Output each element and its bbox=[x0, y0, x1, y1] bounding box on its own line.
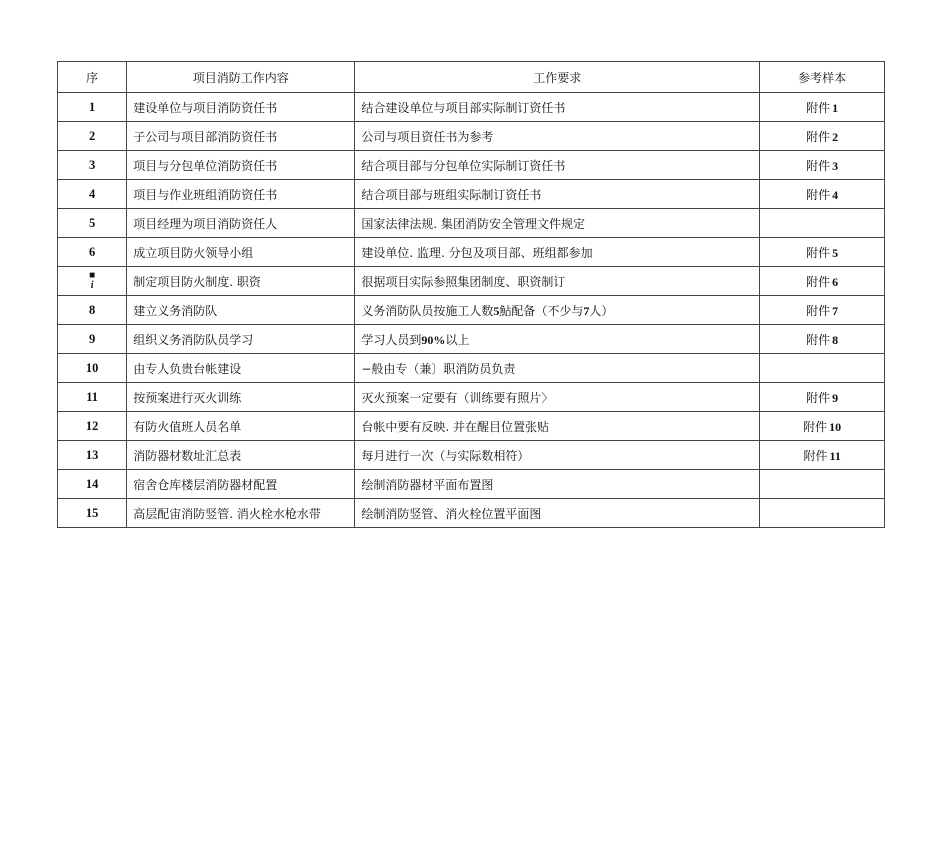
row-number bbox=[58, 267, 127, 296]
row-requirement bbox=[355, 325, 760, 354]
row-content: 制定项目防火制度. 职资 bbox=[127, 267, 355, 296]
row-content: 项目与作业班组消防资任书 bbox=[127, 180, 355, 209]
ref-prefix: 附件 bbox=[806, 129, 831, 144]
ref-number: 5 bbox=[832, 245, 839, 260]
row-requirement: 很据项目实际参照集团制度、职资制订 bbox=[355, 267, 760, 296]
row-reference bbox=[760, 412, 885, 441]
table-row bbox=[58, 122, 885, 151]
req-number: 7 bbox=[583, 303, 590, 318]
row-number: 9 bbox=[58, 325, 127, 354]
ref-number: 4 bbox=[832, 187, 839, 202]
table-row bbox=[58, 383, 885, 412]
ref-number: 1 bbox=[832, 100, 839, 115]
row-number: 10 bbox=[58, 354, 127, 383]
table-row bbox=[58, 296, 885, 325]
row-content: 宿舍仓库楼层消防器材配置 bbox=[127, 470, 355, 499]
req-part: 人） bbox=[589, 303, 614, 318]
row-number: 15 bbox=[58, 499, 127, 528]
row-requirement: 结合项目部与分包单位实际制订资任书 bbox=[355, 151, 760, 180]
ref-number: 7 bbox=[832, 303, 839, 318]
req-part: 义务消防队员按施工人数 bbox=[361, 303, 494, 318]
row-number: 6 bbox=[58, 238, 127, 267]
row-reference bbox=[760, 93, 885, 122]
row-number: 3 bbox=[58, 151, 127, 180]
ref-prefix: 附件 bbox=[806, 187, 831, 202]
row-reference bbox=[760, 325, 885, 354]
table-row bbox=[58, 93, 885, 122]
table-row bbox=[58, 267, 885, 296]
row-number: 14 bbox=[58, 470, 127, 499]
req-part: 学习人员到 bbox=[361, 332, 422, 347]
ref-number: 8 bbox=[832, 332, 839, 347]
row-requirement: 每月进行一次（与实际数相符） bbox=[355, 441, 760, 470]
row-requirement: 国家法律法规. 集团消防安全管理文件规定 bbox=[355, 209, 760, 238]
row-number: 13 bbox=[58, 441, 127, 470]
ref-number: 9 bbox=[832, 390, 839, 405]
row-content: 按预案进行灭火训练 bbox=[127, 383, 355, 412]
row-content: 建立义务消防队 bbox=[127, 296, 355, 325]
row-content: 项目经理为项目消防资任人 bbox=[127, 209, 355, 238]
row-content: 项目与分包单位消防资任书 bbox=[127, 151, 355, 180]
row-content: 消防器材数址汇总表 bbox=[127, 441, 355, 470]
table-row bbox=[58, 499, 885, 528]
row-reference bbox=[760, 151, 885, 180]
table-row bbox=[58, 238, 885, 267]
row-requirement: −般由专（兼〕职消防员负责 bbox=[355, 354, 760, 383]
ref-prefix: 附件 bbox=[806, 390, 831, 405]
row-number: 12 bbox=[58, 412, 127, 441]
row-reference bbox=[760, 296, 885, 325]
row-content: 建设单位与项目消防资任书 bbox=[127, 93, 355, 122]
ref-prefix: 附件 bbox=[806, 100, 831, 115]
row-number: 1 bbox=[58, 93, 127, 122]
row-content: 高层配宙消防竖管. 消火栓水枪水带 bbox=[127, 499, 355, 528]
row-content: 有防火值班人员名单 bbox=[127, 412, 355, 441]
ref-prefix: 附件 bbox=[803, 448, 828, 463]
req-part: 以上 bbox=[445, 332, 470, 347]
ref-prefix: 附件 bbox=[806, 332, 831, 347]
ref-number: 3 bbox=[832, 158, 839, 173]
ref-prefix: 附件 bbox=[806, 158, 831, 173]
table-row bbox=[58, 325, 885, 354]
row-reference bbox=[760, 383, 885, 412]
row-number: 5 bbox=[58, 209, 127, 238]
ref-prefix: 附件 bbox=[806, 274, 831, 289]
table-row bbox=[58, 180, 885, 209]
ref-number: 11 bbox=[829, 448, 841, 463]
header-seq: 序 bbox=[58, 62, 127, 93]
row-reference bbox=[760, 499, 885, 528]
ref-prefix: 附件 bbox=[806, 245, 831, 260]
row-requirement bbox=[355, 296, 760, 325]
table-row bbox=[58, 441, 885, 470]
req-part: 鮎配备（不少与 bbox=[499, 303, 584, 318]
fire-safety-work-table bbox=[57, 61, 885, 528]
req-number: 90% bbox=[421, 332, 446, 347]
row-requirement: 绘制消防器材平面布置图 bbox=[355, 470, 760, 499]
ref-number: 6 bbox=[832, 274, 839, 289]
ref-number: 10 bbox=[829, 419, 842, 434]
row-reference bbox=[760, 238, 885, 267]
row-number: 2 bbox=[58, 122, 127, 151]
row-number: 4 bbox=[58, 180, 127, 209]
row-reference bbox=[760, 354, 885, 383]
row-reference bbox=[760, 209, 885, 238]
row-reference bbox=[760, 441, 885, 470]
row-requirement: 结合项目部与班组实际制订资任书 bbox=[355, 180, 760, 209]
row-requirement: 建设单位. 监理. 分包及项目部、班组都参加 bbox=[355, 238, 760, 267]
ref-number: 2 bbox=[832, 129, 839, 144]
row-content: 成立项目防火领导小组 bbox=[127, 238, 355, 267]
row-requirement: 绘制消防竖管、消火栓位置平面图 bbox=[355, 499, 760, 528]
row-number: 11 bbox=[58, 383, 127, 412]
row-reference bbox=[760, 267, 885, 296]
row-reference bbox=[760, 180, 885, 209]
row-requirement: 灭火预案一定要有（训练要有照片〉 bbox=[355, 383, 760, 412]
ref-prefix: 附件 bbox=[806, 303, 831, 318]
row-requirement: 结合建设单位与项目部实际制订资任书 bbox=[355, 93, 760, 122]
row-content: 子公司与项目部消防资任书 bbox=[127, 122, 355, 151]
req-number: 5 bbox=[493, 303, 500, 318]
header-content: 项目消防工作内容 bbox=[127, 62, 355, 93]
row-requirement: 台帐中要有反映. 并在醒目位置张贴 bbox=[355, 412, 760, 441]
table-row bbox=[58, 412, 885, 441]
row-reference bbox=[760, 122, 885, 151]
row-content: 组织义务消防队员学习 bbox=[127, 325, 355, 354]
ref-prefix: 附件 bbox=[803, 419, 828, 434]
row-reference bbox=[760, 470, 885, 499]
row-requirement: 公司与项目资任书为参考 bbox=[355, 122, 760, 151]
row-content: 由专人负贵台帐建设 bbox=[127, 354, 355, 383]
glyph-square: ■ bbox=[89, 269, 96, 281]
header-reference: 参考样本 bbox=[760, 62, 885, 93]
table-row bbox=[58, 470, 885, 499]
row-number: 8 bbox=[58, 296, 127, 325]
table-row bbox=[58, 209, 885, 238]
table-row bbox=[58, 354, 885, 383]
table-header-row bbox=[58, 62, 885, 93]
table-row bbox=[58, 151, 885, 180]
fire-safety-table-container bbox=[57, 61, 885, 528]
glyph-i: i bbox=[90, 279, 94, 291]
header-requirements: 工作要求 bbox=[355, 62, 760, 93]
row-number-glyph bbox=[89, 271, 95, 291]
